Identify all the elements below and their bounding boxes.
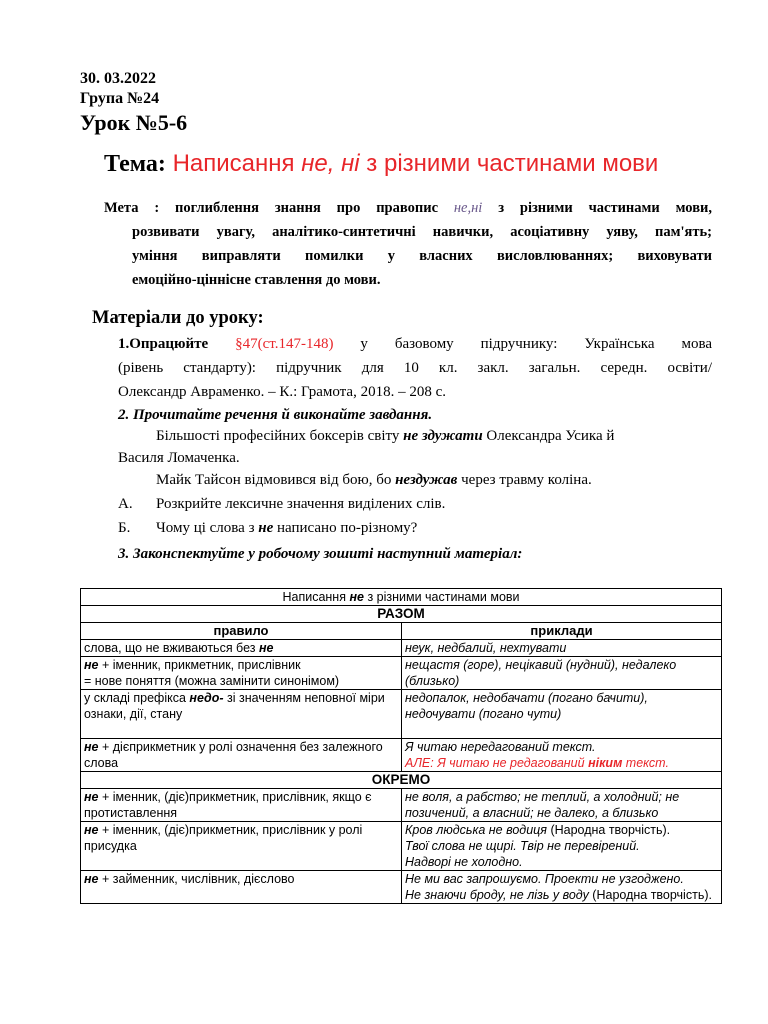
sentence-1-text-c: Олександра Усика й bbox=[482, 428, 615, 444]
goal-line-1 bbox=[104, 196, 712, 220]
sentence-1-text-a: Більшості професійних боксерів світу bbox=[156, 428, 404, 444]
question-b-letter: Б. bbox=[118, 520, 131, 536]
example-cell: недопалок, недобачати (погано бачити), недочувати (погано чути) bbox=[402, 690, 722, 739]
task1-line-3: Олександр Авраменко. – К.: Грамота, 2018. – 208 с. bbox=[118, 384, 446, 400]
question-a-text: Розкрийте лексичне значення виділених слів. bbox=[156, 496, 446, 512]
example-text-1: Не ми вас запрошуємо. Проекти не узгоджено. bbox=[405, 872, 684, 886]
rule-cell bbox=[81, 789, 402, 822]
column-header-rule: правило bbox=[81, 623, 402, 640]
sentence-2-text-c: через травму коліна. bbox=[457, 472, 592, 488]
task-1 bbox=[118, 332, 712, 404]
rule-ne: не bbox=[84, 658, 99, 672]
sentence-1-line-2: Василя Ломаченка. bbox=[118, 450, 240, 466]
rule-text-2: зі значенням неповної міри ознаки, дії, стану bbox=[84, 691, 385, 721]
caption-text-a: Написання bbox=[282, 590, 350, 604]
task1-line-1 bbox=[118, 332, 712, 356]
table-row bbox=[81, 789, 722, 822]
table-caption bbox=[81, 589, 722, 606]
table-row bbox=[81, 739, 722, 772]
table-row bbox=[81, 690, 722, 739]
example-text-1a: Кров людська не водиця bbox=[405, 823, 547, 837]
rule-text: у складі префікса bbox=[84, 691, 190, 705]
table-row bbox=[81, 871, 722, 904]
rule-cell bbox=[81, 822, 402, 871]
table-row bbox=[81, 657, 722, 690]
section-separate: ОКРЕМО bbox=[81, 772, 722, 789]
task-3-title: 3. Законспектуйте у робочому зошиті наступний матеріал: bbox=[118, 546, 523, 562]
rule-nedo: недо- bbox=[189, 691, 224, 705]
rule-text: + іменник, (діє)прикметник, прислівник у ролі присудка bbox=[84, 823, 363, 853]
example-cell bbox=[402, 739, 722, 772]
column-header-row bbox=[81, 623, 722, 640]
example-cell: не воля, а рабство; не теплий, а холодний; не позичений, а власний; не далеко, а близько bbox=[402, 789, 722, 822]
rule-text-2: = нове поняття (можна замінити синонімом) bbox=[84, 674, 340, 688]
sentence-1-line-1 bbox=[156, 424, 614, 448]
task1-line-2: (рівень стандарту): підручник для 10 кл. закл. загальн. середн. освіти/ bbox=[118, 360, 712, 376]
example-cell: неук, недбалий, нехтувати bbox=[402, 640, 722, 657]
rules-table bbox=[80, 588, 722, 904]
goal-label: Мета : bbox=[104, 200, 176, 216]
table-row bbox=[81, 640, 722, 657]
rule-ne: не bbox=[84, 872, 99, 886]
goal-text-1a: поглиблення знання про правопис bbox=[175, 200, 454, 216]
task1-label: 1.Опрацюйте bbox=[118, 336, 236, 352]
example-cell bbox=[402, 871, 722, 904]
goal-neni: не,ні bbox=[453, 200, 483, 216]
materials-heading: Матеріали до уроку: bbox=[92, 308, 264, 328]
question-b-text-2: написано по-різному? bbox=[273, 520, 418, 536]
example-cell bbox=[402, 822, 722, 871]
table-caption-row bbox=[81, 589, 722, 606]
rule-text: + дієприкметник у ролі означення без залежного слова bbox=[84, 740, 383, 770]
rule-cell bbox=[81, 640, 402, 657]
caption-text-b: з різними частинами мови bbox=[363, 590, 520, 604]
sentence-1-highlight: не здужати bbox=[403, 428, 483, 444]
example-but bbox=[405, 756, 669, 770]
example-text-1b: (Народна творчість). bbox=[546, 823, 671, 837]
lesson-date: 30. 03.2022 bbox=[80, 70, 156, 87]
rule-cell bbox=[81, 871, 402, 904]
rule-ne: не bbox=[258, 641, 274, 655]
example-text-1: Я читаю нередагований текст. bbox=[405, 740, 596, 754]
question-b-text-1: Чому ці слова з bbox=[156, 520, 259, 536]
topic-heading bbox=[104, 150, 658, 178]
example-cell: нещастя (горе), нецікавий (нудний), недалеко (близько) bbox=[402, 657, 722, 690]
section-row-separate bbox=[81, 772, 722, 789]
example-but-bold: ніким bbox=[588, 756, 623, 770]
question-a bbox=[118, 492, 445, 516]
question-b-ne: не bbox=[258, 520, 274, 536]
lesson-number: Урок №5-6 bbox=[80, 110, 188, 135]
example-text-2a: Не знаючи броду, не лізь у воду bbox=[405, 888, 589, 902]
topic-title-neni: не, ні bbox=[301, 150, 360, 177]
example-text-3: Надворі не холодно. bbox=[405, 855, 523, 869]
sentence-2-text-a: Майк Тайсон відмовився від бою, бо bbox=[156, 472, 396, 488]
example-text-2: Твої слова не щирі. Твір не перевірений. bbox=[405, 839, 640, 853]
task-2-title: 2. Прочитайте речення й виконайте завдання. bbox=[118, 407, 433, 423]
rule-cell bbox=[81, 739, 402, 772]
rule-cell bbox=[81, 690, 402, 739]
goal-line-3: уміння виправляти помилки у власних висловлюваннях; виховувати bbox=[132, 248, 712, 264]
example-but-text-a: АЛЕ: Я читаю не редагований bbox=[405, 756, 589, 770]
question-a-letter: А. bbox=[118, 496, 133, 512]
rule-text: + займенник, числівник, дієслово bbox=[98, 872, 295, 886]
topic-label: Тема: bbox=[104, 151, 166, 177]
caption-ne: не bbox=[349, 590, 364, 604]
rule-text: слова, що не вживаються без bbox=[84, 641, 259, 655]
example-but-text-c: текст. bbox=[622, 756, 669, 770]
goal-line-4: емоційно-ціннісне ставлення до мови. bbox=[132, 272, 381, 288]
group-number: Група №24 bbox=[80, 90, 160, 107]
rule-cell bbox=[81, 657, 402, 690]
rule-text: + іменник, (діє)прикметник, прислівник, якщо є протиставлення bbox=[84, 790, 372, 820]
rule-ne: не bbox=[84, 740, 99, 754]
sentence-2-highlight: нездужав bbox=[395, 472, 458, 488]
column-header-examples: приклади bbox=[402, 623, 722, 640]
section-together: РАЗОМ bbox=[81, 606, 722, 623]
topic-title-part2: з різними частинами мови bbox=[359, 150, 659, 177]
question-b bbox=[118, 516, 417, 540]
sentence-2 bbox=[156, 468, 592, 492]
topic-title-part1: Написання bbox=[165, 150, 302, 177]
lesson-goal bbox=[104, 196, 712, 292]
example-text-2b: (Народна творчість). bbox=[588, 888, 712, 902]
task1-text-1: у базовому підручнику: Українська мова bbox=[333, 336, 713, 352]
rule-ne: не bbox=[84, 823, 99, 837]
rule-ne: не bbox=[84, 790, 99, 804]
goal-line-2: розвивати увагу, аналітико-синтетичні навички, асоціативну уяву, пам'ять; bbox=[132, 224, 712, 240]
section-row-together bbox=[81, 606, 722, 623]
rule-text: + іменник, прикметник, прислівник bbox=[98, 658, 301, 672]
table-row bbox=[81, 822, 722, 871]
task1-reference: §47(ст.147-148) bbox=[235, 336, 334, 352]
goal-text-1c: з різними частинами мови, bbox=[482, 200, 713, 216]
